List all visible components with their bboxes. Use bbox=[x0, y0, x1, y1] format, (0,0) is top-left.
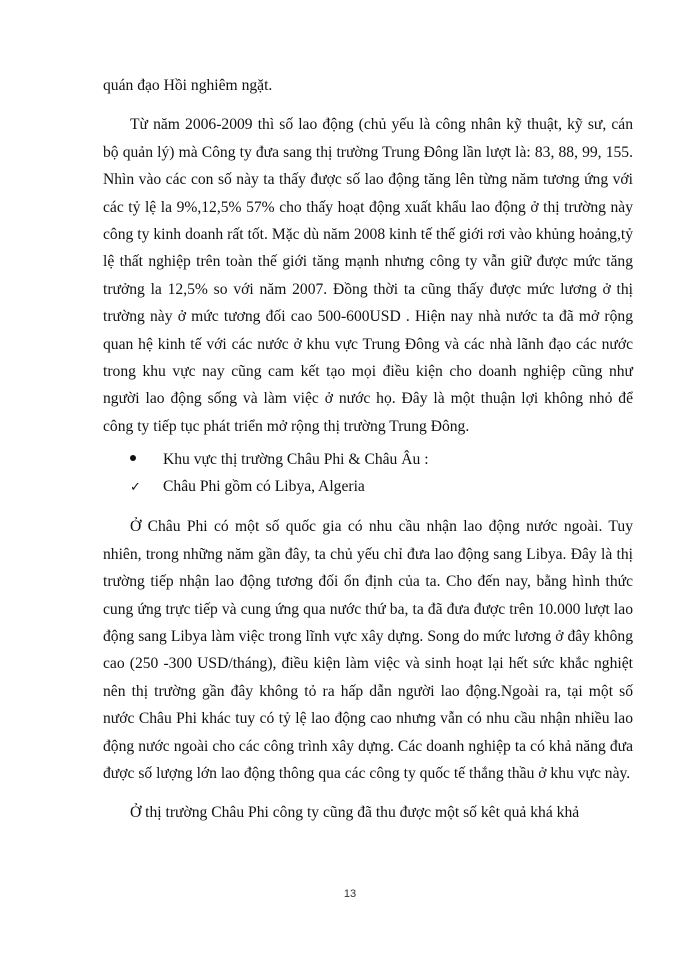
page-number: 13 bbox=[343, 888, 357, 900]
bullet-item bbox=[103, 446, 633, 473]
bullet-item-text: Khu vực thị trường Châu Phi & Châu Âu : bbox=[163, 451, 429, 469]
bullet-icon bbox=[103, 446, 163, 473]
checkmark-icon: ✓ bbox=[130, 480, 141, 496]
check-item bbox=[103, 473, 633, 501]
document-body bbox=[103, 72, 633, 827]
paragraph-middle-east: Từ năm 2006-2009 thì số lao động (chủ yếu là công nhân kỹ thuật, kỹ sư, cán bộ quản lý) mà Công ty đưa sang thị trường Trung Đông lần lượt là: 83, 88, 99, 155. Nhìn vào các con số này ta thấy được số lao động tăng lên từng năm tương ứng với các tỷ lệ la 9%,12,5% 57% cho thấy hoạt động xuất khẩu lao động ở thị trường này công ty kinh doanh rất tốt. Mặc dù năm 2008 kinh tế thế giới rơi vào khủng hoảng,tỷ lệ thất nghiệp trên toàn thế giới tăng mạnh nhưng công ty vẫn giữ được mức tăng trưởng la 12,5% so với năm 2007. Đồng thời ta cũng thấy được mức lương ở thị trường này ở mức tương đối cao 500-600USD . Hiện nay nhà nước ta đã mở rộng quan hệ kinh tế với các nước ở khu vực Trung Đông và các nhà lãnh đạo các nước trong khu vực nay cũng cam kết tạo mọi điều kiện cho doanh nghiệp cũng như người lao động sống và làm việc ở nước họ. Đây là một thuận lợi không nhỏ để công ty tiếp tục phát triển mở rộng thị trường Trung Đông. bbox=[103, 116, 633, 435]
paragraph-africa: Ở Châu Phi có một số quốc gia có nhu cầu nhận lao động nước ngoài. Tuy nhiên, trong những năm gần đây, ta chủ yếu chỉ đưa lao động sang Libya. Đây là thị trường tiếp nhận lao động tương đối ổn định của ta. Cho đến nay, bằng hình thức cung ứng trực tiếp và cung ứng qua nước thứ ba, ta đã đưa được trên 10.000 lượt lao động sang Libya làm việc trong lĩnh vực xây dựng. Song do mức lương ở đây không cao (250 -300 USD/tháng), điều kiện làm việc và sinh hoạt lại hết sức khắc nghiệt nên thị trường gần đây không tỏ ra hấp dẫn người lao động.Ngoài ra, tại một số nước Châu Phi khác tuy có tỷ lệ lao động cao nhưng vẫn có nhu cầu nhận nhiều lao động nước ngoài cho các công trình xây dựng. Các doanh nghiệp ta có khả năng đưa được số lượng lớn lao động thông qua các công ty quốc tế thắng thầu ở khu vực này. bbox=[103, 518, 633, 782]
paragraph-africa-results: Ở thị trường Châu Phi công ty cũng đã thu được một số kêt quả khá khả bbox=[130, 804, 580, 822]
paragraph-continuation: quán đạo Hồi nghiêm ngặt. bbox=[103, 77, 273, 94]
list bbox=[103, 446, 633, 501]
check-item-text: Châu Phi gồm có Libya, Algeria bbox=[163, 478, 365, 496]
